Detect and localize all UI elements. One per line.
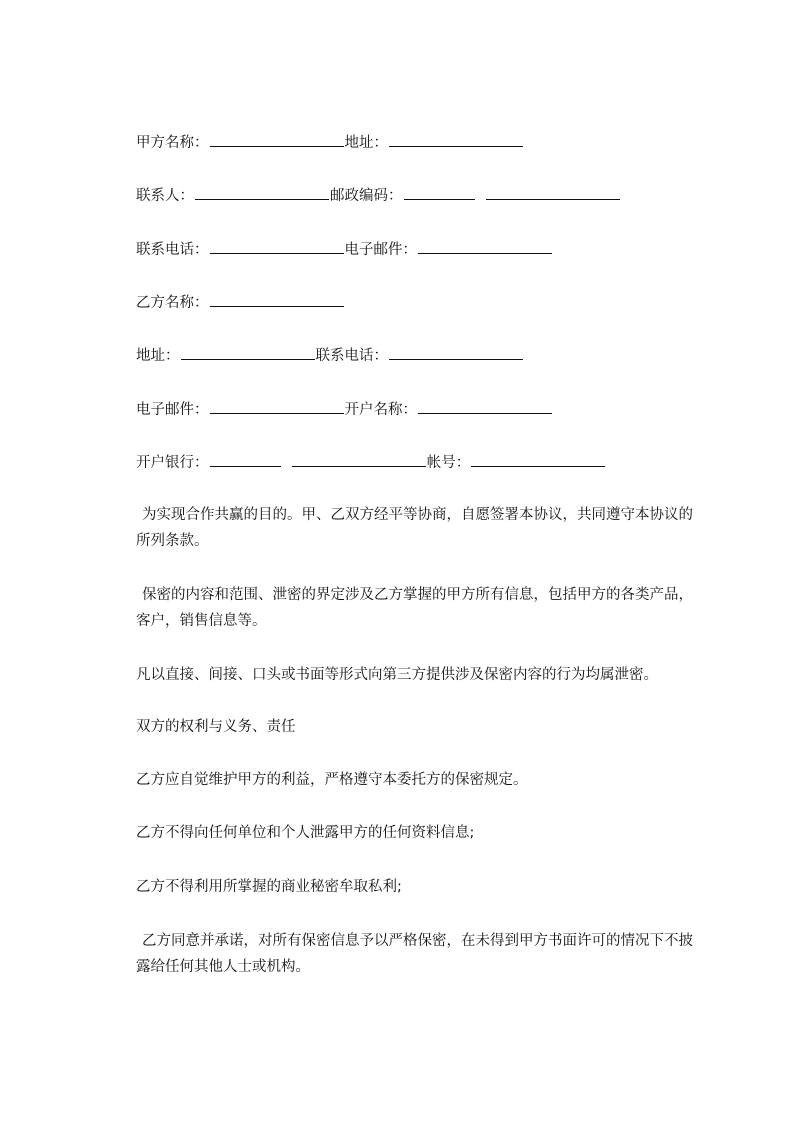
party-a-email-blank[interactable] — [418, 238, 552, 254]
party-a-address-blank[interactable] — [389, 131, 523, 147]
party-a-contact-label: 联系人： — [136, 188, 194, 204]
party-b-name-label: 乙方名称： — [136, 295, 209, 311]
party-a-name-blank[interactable] — [210, 131, 344, 147]
duty-4-paragraph: 乙方同意并承诺，对所有保密信息予以严格保密，在未得到甲方书面许可的情况下不披露给任何其他人士或机构。 — [136, 933, 693, 975]
party-a-email-label: 电子邮件： — [344, 242, 417, 258]
party-a-phone-blank[interactable] — [210, 238, 344, 254]
duty-2-paragraph: 乙方不得向任何单位和个人泄露甲方的任何资料信息; — [136, 825, 475, 841]
party-b-email-row — [136, 398, 553, 420]
party-b-bank-row — [136, 451, 606, 473]
party-b-phone-blank[interactable] — [389, 344, 523, 360]
party-b-bank-extra-blank[interactable] — [292, 451, 426, 467]
party-a-postcode-extra-blank[interactable] — [486, 184, 620, 200]
scope-paragraph: 保密的内容和范围、泄密的界定涉及乙方掌握的甲方所有信息，包括甲方的各类产品，客户，销售信息等。 — [136, 587, 693, 629]
party-b-name-row — [136, 291, 345, 313]
party-b-phone-label: 联系电话： — [315, 348, 388, 364]
leak-definition-paragraph: 凡以直接、间接、口头或书面等形式向第三方提供涉及保密内容的行为均属泄密。 — [136, 667, 658, 683]
party-b-email-blank[interactable] — [210, 398, 344, 414]
party-b-account-name-blank[interactable] — [418, 398, 552, 414]
party-b-account-name-label: 开户名称： — [344, 402, 417, 418]
party-b-address-blank[interactable] — [181, 344, 315, 360]
party-b-account-no-label: 帐号： — [426, 455, 471, 471]
party-b-address-label: 地址： — [136, 348, 180, 364]
duty-1-paragraph: 乙方应自觉维护甲方的利益，严格遵守本委托方的保密规定。 — [136, 772, 528, 788]
party-a-postcode-blank[interactable] — [404, 184, 475, 200]
party-b-bank-label: 开户银行： — [136, 455, 209, 471]
party-a-contact-row — [136, 184, 621, 206]
duty-3-paragraph: 乙方不得利用所掌握的商业秘密牟取私利; — [136, 879, 402, 895]
party-a-name-label: 甲方名称： — [136, 135, 209, 151]
party-b-bank-blank[interactable] — [210, 451, 281, 467]
party-b-address-row — [136, 344, 524, 366]
party-a-postcode-label: 邮政编码： — [330, 188, 403, 204]
rights-heading: 双方的权利与义务、责任 — [136, 719, 296, 735]
party-b-name-blank[interactable] — [210, 291, 344, 307]
party-a-address-label: 地址： — [344, 135, 388, 151]
party-a-contact-blank[interactable] — [195, 184, 329, 200]
party-a-phone-row — [136, 238, 553, 260]
party-a-name-row — [136, 131, 524, 153]
party-b-email-label: 电子邮件： — [136, 402, 209, 418]
party-b-account-no-blank[interactable] — [471, 451, 605, 467]
intro-paragraph: 为实现合作共赢的目的。甲、乙双方经平等协商，自愿签署本协议，共同遵守本协议的所列条款。 — [136, 507, 693, 549]
party-a-phone-label: 联系电话： — [136, 242, 209, 258]
